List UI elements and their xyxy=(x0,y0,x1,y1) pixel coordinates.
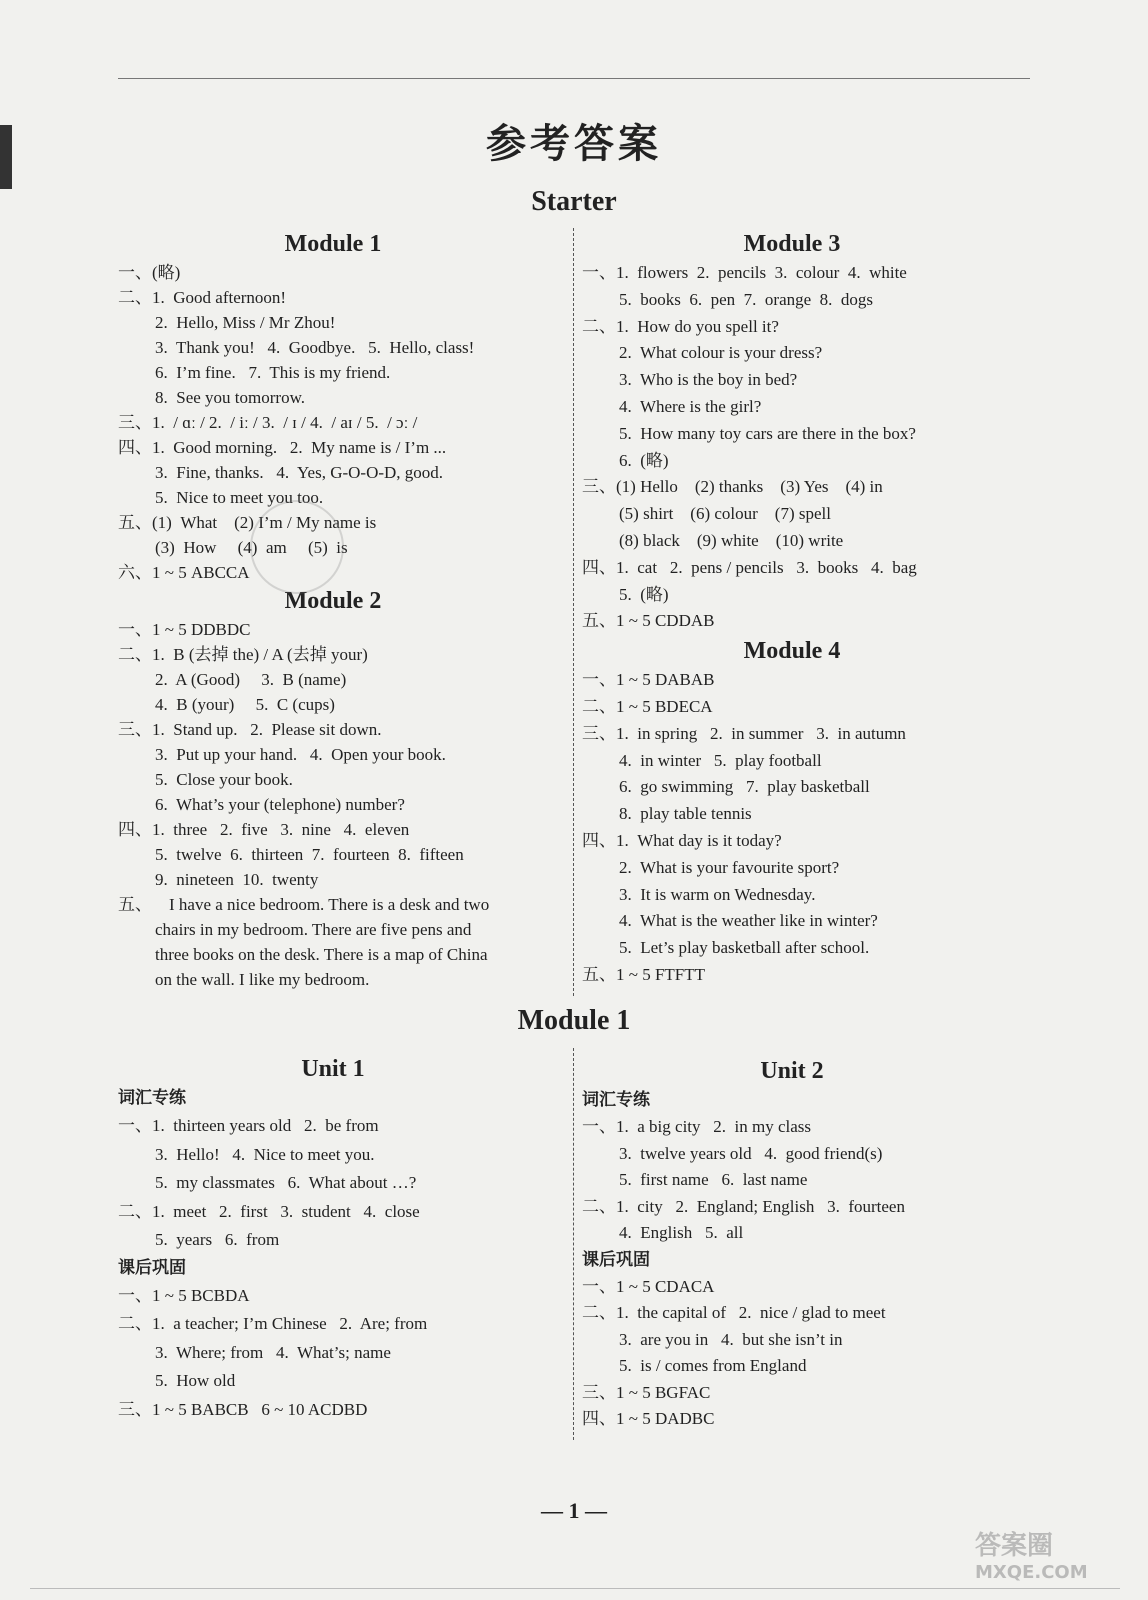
answer-line: 五、1 ~ 5 FTFTT xyxy=(582,964,706,984)
answer-line: 二、1. B (去掉 the) / A (去掉 your) xyxy=(118,645,368,664)
answer-line: 一、1 ~ 5 CDACA xyxy=(582,1276,715,1296)
subsection-heading: 课后巩固 xyxy=(118,1257,186,1278)
answer-line: 9. nineteen 10. twenty xyxy=(155,870,319,889)
answer-line: 6. go swimming 7. play basketball xyxy=(619,777,870,797)
answer-line: 5. is / comes from England xyxy=(619,1356,807,1375)
starter-right-column xyxy=(582,228,1002,989)
answer-line: 3. Hello! 4. Nice to meet you. xyxy=(155,1144,375,1164)
answer-line: 5. my classmates 6. What about …? xyxy=(155,1173,417,1192)
answer-line: 4. in winter 5. play football xyxy=(619,750,822,770)
answer-line: 5. (略) xyxy=(619,584,669,604)
starter-left-column xyxy=(118,228,548,992)
answer-line: 5. first name 6. last name xyxy=(619,1170,808,1189)
answer-line: chairs in my bedroom. There are five pens and xyxy=(155,920,472,939)
answer-line: 3. are you in 4. but she isn’t in xyxy=(619,1329,843,1349)
answer-line: 四、1. three 2. five 3. nine 4. eleven xyxy=(118,820,410,839)
answer-line: 3. Thank you! 4. Goodbye. 5. Hello, class! xyxy=(155,338,475,357)
answer-line: 一、1 ~ 5 DABAB xyxy=(582,670,715,690)
answer-line: 5. Let’s play basketball after school. xyxy=(619,938,870,958)
page-number: — 1 — xyxy=(541,1498,607,1523)
answer-line: 4. B (your) 5. C (cups) xyxy=(155,695,335,714)
answer-line: 6. I’m fine. 7. This is my friend. xyxy=(155,363,391,382)
answer-line: 2. A (Good) 3. B (name) xyxy=(155,670,347,689)
subsection-heading: 课后巩固 xyxy=(582,1249,650,1270)
answer-line: 4. English 5. all xyxy=(619,1223,744,1242)
answer-line: 五、 I have a nice bedroom. There is a desk and two xyxy=(118,895,490,914)
answer-line: 二、1. meet 2. first 3. student 4. close xyxy=(118,1201,420,1221)
answer-line: 四、1 ~ 5 DADBC xyxy=(582,1409,715,1428)
unit-heading: Module 1 xyxy=(284,231,382,257)
answer-line: 一、1 ~ 5 DDBDC xyxy=(118,620,251,639)
answer-line: 二、1. Good afternoon! xyxy=(118,288,287,307)
answer-line: 一、(略) xyxy=(118,263,181,282)
answer-line: 5. How many toy cars are there in the box? xyxy=(619,423,916,443)
answer-line: 8. play table tennis xyxy=(619,804,752,824)
answer-line: 三、1 ~ 5 BABCB 6 ~ 10 ACDBD xyxy=(118,1399,368,1419)
answer-line: 5. twelve 6. thirteen 7. fourteen 8. fifteen xyxy=(155,845,464,864)
bottom-rule xyxy=(30,1588,1120,1589)
answer-line: 六、1 ~ 5 ABCCA xyxy=(118,563,250,582)
answer-line: 5. books 6. pen 7. orange 8. dogs xyxy=(619,289,874,309)
answer-line: 3. Fine, thanks. 4. Yes, G-O-O-D, good. xyxy=(155,463,444,482)
watermark-logo xyxy=(975,1525,1115,1583)
subsection-heading: 词汇专练 xyxy=(582,1090,650,1110)
answer-line: 一、1 ~ 5 BCBDA xyxy=(118,1285,250,1305)
page-title: 参考答案 xyxy=(486,121,662,167)
watermark-url: MXQE.COM xyxy=(975,1562,1088,1583)
answer-line: 三、1. Stand up. 2. Please sit down. xyxy=(118,720,382,739)
answer-line: 3. Who is the boy in bed? xyxy=(619,370,798,390)
answer-line: 四、1. Good morning. 2. My name is / I’m ... xyxy=(118,438,447,457)
answer-line: 一、1. thirteen years old 2. be from xyxy=(118,1116,379,1135)
answer-line: 二、1. the capital of 2. nice / glad to meet xyxy=(582,1303,886,1322)
column-divider-starter xyxy=(573,228,574,996)
module1-right-column xyxy=(582,1055,1002,1433)
answer-line: 二、1. How do you spell it? xyxy=(582,316,779,336)
answer-line: 4. What is the weather like in winter? xyxy=(619,911,878,931)
answer-line: 3. Where; from 4. What’s; name xyxy=(155,1342,391,1362)
answer-line: 2. What colour is your dress? xyxy=(619,343,823,363)
answer-line: three books on the desk. There is a map of China xyxy=(155,945,488,964)
unit-heading: Unit 1 xyxy=(301,1056,365,1082)
answer-line: 2. What is your favourite sport? xyxy=(619,857,840,877)
answer-line: 4. Where is the girl? xyxy=(619,396,762,416)
unit-heading: Module 4 xyxy=(743,638,841,665)
column-divider-module1 xyxy=(573,1048,574,1440)
watermark-logo-text: 答案圈 xyxy=(975,1531,1054,1561)
answer-line: (3) How (4) am (5) is xyxy=(155,538,348,557)
answer-line: 五、1 ~ 5 CDDAB xyxy=(582,611,715,631)
answer-line: 四、1. cat 2. pens / pencils 3. books 4. bag xyxy=(582,557,917,577)
answer-line: 5. Close your book. xyxy=(155,770,293,789)
answer-line: 二、1 ~ 5 BDECA xyxy=(582,696,713,716)
answer-line: 3. It is warm on Wednesday. xyxy=(619,884,816,904)
answer-line: 8. See you tomorrow. xyxy=(155,388,305,407)
unit-heading: Module 3 xyxy=(743,231,841,257)
answer-line: 四、1. What day is it today? xyxy=(582,830,782,850)
starter-title: Starter xyxy=(531,186,617,217)
module1-title: Module 1 xyxy=(517,1005,631,1036)
answer-line: 一、1. flowers 2. pencils 3. colour 4. white xyxy=(582,263,907,282)
answer-line: 三、(1) Hello (2) thanks (3) Yes (4) in xyxy=(582,477,883,497)
answer-line: 三、1. in spring 2. in summer 3. in autumn xyxy=(582,723,906,743)
top-rule xyxy=(118,78,1030,79)
answer-line: 二、1. city 2. England; English 3. fourteen xyxy=(582,1196,905,1216)
answer-line: 二、1. a teacher; I’m Chinese 2. Are; from xyxy=(118,1314,428,1333)
subsection-heading: 词汇专练 xyxy=(118,1088,186,1108)
unit-heading: Module 2 xyxy=(284,588,382,614)
answer-line: (5) shirt (6) colour (7) spell xyxy=(619,504,831,524)
answer-line: 2. Hello, Miss / Mr Zhou! xyxy=(155,313,336,332)
answer-line: 5. How old xyxy=(155,1371,236,1390)
module1-left-column xyxy=(118,1053,548,1424)
answer-line: 3. Put up your hand. 4. Open your book. xyxy=(155,745,446,764)
answer-line: on the wall. I like my bedroom. xyxy=(155,970,370,989)
answer-line: 三、1. / ɑː / 2. / iː / 3. / ɪ / 4. / aɪ / 5. / ɔː / xyxy=(118,413,418,432)
answer-line: 五、(1) What (2) I’m / My name is xyxy=(118,513,377,532)
answer-line: 6. What’s your (telephone) number? xyxy=(155,795,405,814)
answer-line: 6. (略) xyxy=(619,450,669,470)
answer-line: 5. Nice to meet you too. xyxy=(155,488,324,507)
unit-heading: Unit 2 xyxy=(760,1058,824,1084)
answer-line: 3. twelve years old 4. good friend(s) xyxy=(619,1143,883,1163)
answer-line: 一、1. a big city 2. in my class xyxy=(582,1117,812,1136)
answer-line: (8) black (9) white (10) write xyxy=(619,530,844,550)
answer-line: 5. years 6. from xyxy=(155,1230,280,1249)
answer-line: 三、1 ~ 5 BGFAC xyxy=(582,1382,711,1402)
